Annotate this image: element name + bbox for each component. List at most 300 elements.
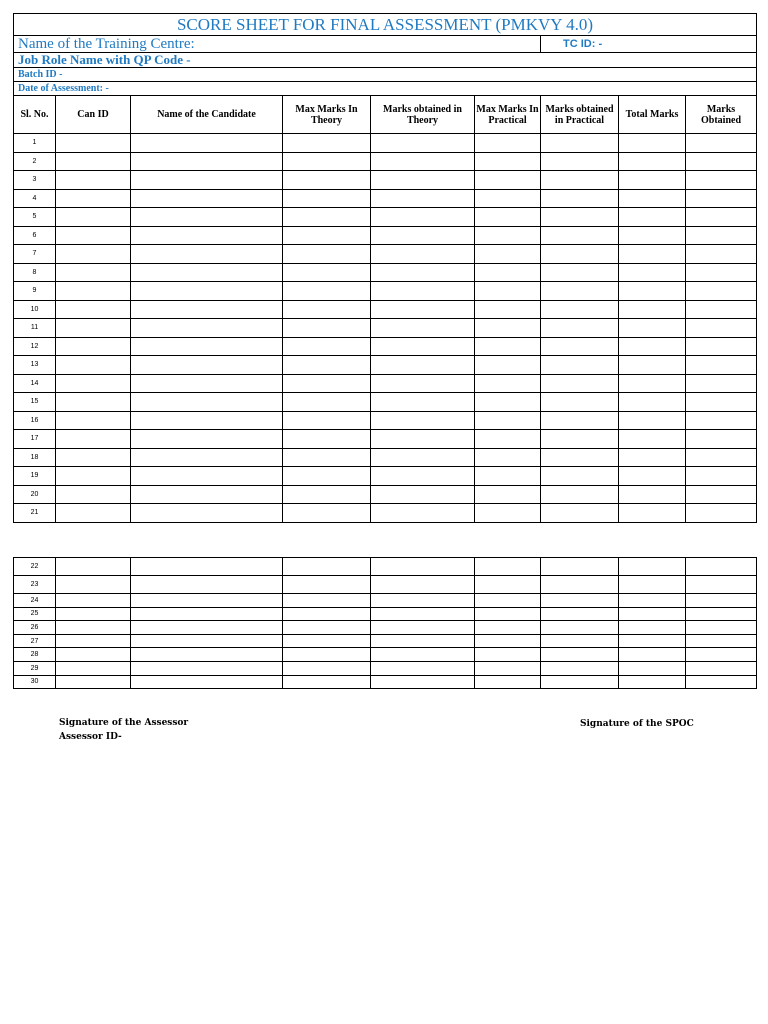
score-table-continued	[13, 557, 757, 689]
total-marks-cell	[619, 467, 686, 486]
candidate-name-cell	[131, 337, 283, 356]
max-practical-cell	[475, 337, 541, 356]
row-serial-number: 17	[14, 430, 56, 449]
marks-obtained-cell	[686, 152, 757, 171]
total-marks-cell	[619, 648, 686, 662]
can-id-cell	[56, 300, 131, 319]
obtained-practical-cell	[541, 263, 619, 282]
marks-obtained-cell	[686, 263, 757, 282]
max-theory-cell	[283, 634, 371, 648]
total-marks-cell	[619, 189, 686, 208]
obtained-theory-cell	[371, 621, 475, 635]
obtained-practical-cell	[541, 648, 619, 662]
row-serial-number: 18	[14, 448, 56, 467]
marks-obtained-cell	[686, 634, 757, 648]
total-marks-cell	[619, 282, 686, 301]
obtained-theory-cell	[371, 558, 475, 576]
obtained-theory-cell	[371, 504, 475, 523]
max-practical-cell	[475, 134, 541, 153]
marks-obtained-cell	[686, 576, 757, 594]
max-theory-cell	[283, 430, 371, 449]
can-id-cell	[56, 648, 131, 662]
marks-obtained-cell	[686, 467, 757, 486]
tc-id-label: TC ID: -	[541, 36, 757, 53]
candidate-name-cell	[131, 393, 283, 412]
can-id-cell	[56, 467, 131, 486]
table-row	[14, 661, 757, 675]
can-id-cell	[56, 594, 131, 608]
marks-obtained-cell	[686, 675, 757, 689]
table-row	[14, 300, 757, 319]
obtained-theory-cell	[371, 430, 475, 449]
max-theory-cell	[283, 558, 371, 576]
max-practical-cell	[475, 634, 541, 648]
table-row	[14, 263, 757, 282]
max-practical-cell	[475, 661, 541, 675]
obtained-theory-cell	[371, 189, 475, 208]
obtained-theory-cell	[371, 282, 475, 301]
obtained-theory-cell	[371, 594, 475, 608]
obtained-practical-cell	[541, 245, 619, 264]
can-id-cell	[56, 675, 131, 689]
obtained-practical-cell	[541, 189, 619, 208]
row-serial-number: 10	[14, 300, 56, 319]
candidate-name-cell	[131, 634, 283, 648]
row-serial-number: 1	[14, 134, 56, 153]
can-id-cell	[56, 607, 131, 621]
row-serial-number: 28	[14, 648, 56, 662]
row-serial-number: 15	[14, 393, 56, 412]
marks-obtained-cell	[686, 319, 757, 338]
max-theory-cell	[283, 675, 371, 689]
marks-obtained-cell	[686, 337, 757, 356]
obtained-practical-cell	[541, 374, 619, 393]
table-row	[14, 189, 757, 208]
obtained-practical-cell	[541, 134, 619, 153]
row-serial-number: 9	[14, 282, 56, 301]
max-practical-cell	[475, 152, 541, 171]
max-practical-cell	[475, 245, 541, 264]
max-theory-cell	[283, 319, 371, 338]
obtained-practical-cell	[541, 558, 619, 576]
max-practical-cell	[475, 485, 541, 504]
obtained-practical-cell	[541, 356, 619, 375]
max-practical-cell	[475, 576, 541, 594]
table-row	[14, 607, 757, 621]
candidate-name-cell	[131, 411, 283, 430]
max-theory-cell	[283, 621, 371, 635]
total-marks-cell	[619, 576, 686, 594]
max-practical-cell	[475, 171, 541, 190]
col-candidate-name: Name of the Candidate	[131, 96, 283, 134]
marks-obtained-cell	[686, 504, 757, 523]
obtained-practical-cell	[541, 594, 619, 608]
max-practical-cell	[475, 356, 541, 375]
total-marks-cell	[619, 634, 686, 648]
candidate-name-cell	[131, 171, 283, 190]
max-theory-cell	[283, 393, 371, 412]
table-row	[14, 245, 757, 264]
total-marks-cell	[619, 208, 686, 227]
max-theory-cell	[283, 576, 371, 594]
candidate-name-cell	[131, 134, 283, 153]
max-theory-cell	[283, 208, 371, 227]
max-practical-cell	[475, 300, 541, 319]
table-row	[14, 504, 757, 523]
obtained-theory-cell	[371, 607, 475, 621]
total-marks-cell	[619, 504, 686, 523]
candidate-name-cell	[131, 607, 283, 621]
obtained-theory-cell	[371, 263, 475, 282]
obtained-theory-cell	[371, 411, 475, 430]
max-theory-cell	[283, 282, 371, 301]
max-practical-cell	[475, 319, 541, 338]
table-row	[14, 430, 757, 449]
table-row	[14, 594, 757, 608]
row-serial-number: 2	[14, 152, 56, 171]
row-serial-number: 25	[14, 607, 56, 621]
max-theory-cell	[283, 226, 371, 245]
marks-obtained-cell	[686, 621, 757, 635]
date-of-assessment-label: Date of Assessment: -	[14, 82, 757, 96]
row-serial-number: 24	[14, 594, 56, 608]
max-theory-cell	[283, 504, 371, 523]
row-serial-number: 19	[14, 467, 56, 486]
max-practical-cell	[475, 411, 541, 430]
obtained-theory-cell	[371, 675, 475, 689]
obtained-theory-cell	[371, 337, 475, 356]
obtained-theory-cell	[371, 393, 475, 412]
max-theory-cell	[283, 171, 371, 190]
can-id-cell	[56, 189, 131, 208]
total-marks-cell	[619, 430, 686, 449]
table-row	[14, 319, 757, 338]
marks-obtained-cell	[686, 226, 757, 245]
marks-obtained-cell	[686, 594, 757, 608]
total-marks-cell	[619, 337, 686, 356]
obtained-practical-cell	[541, 337, 619, 356]
row-serial-number: 26	[14, 621, 56, 635]
max-practical-cell	[475, 621, 541, 635]
row-serial-number: 4	[14, 189, 56, 208]
max-theory-cell	[283, 263, 371, 282]
marks-obtained-cell	[686, 448, 757, 467]
candidate-name-cell	[131, 648, 283, 662]
obtained-practical-cell	[541, 282, 619, 301]
can-id-cell	[56, 337, 131, 356]
row-serial-number: 11	[14, 319, 56, 338]
spoc-signature-label: Signature of the SPOC	[580, 719, 694, 729]
obtained-theory-cell	[371, 245, 475, 264]
table-row	[14, 675, 757, 689]
can-id-cell	[56, 319, 131, 338]
total-marks-cell	[619, 134, 686, 153]
candidate-name-cell	[131, 594, 283, 608]
table-row	[14, 467, 757, 486]
obtained-theory-cell	[371, 134, 475, 153]
col-max-practical: Max Marks In Practical	[475, 96, 541, 134]
marks-obtained-cell	[686, 189, 757, 208]
row-serial-number: 12	[14, 337, 56, 356]
score-sheet-continued	[13, 557, 756, 689]
max-practical-cell	[475, 648, 541, 662]
can-id-cell	[56, 245, 131, 264]
candidate-name-cell	[131, 621, 283, 635]
obtained-practical-cell	[541, 661, 619, 675]
table-row	[14, 356, 757, 375]
obtained-practical-cell	[541, 504, 619, 523]
table-row	[14, 558, 757, 576]
max-practical-cell	[475, 558, 541, 576]
marks-obtained-cell	[686, 648, 757, 662]
max-theory-cell	[283, 411, 371, 430]
max-theory-cell	[283, 594, 371, 608]
marks-obtained-cell	[686, 430, 757, 449]
table-row	[14, 171, 757, 190]
table-row	[14, 634, 757, 648]
max-practical-cell	[475, 467, 541, 486]
candidate-name-cell	[131, 152, 283, 171]
col-total-marks: Total Marks	[619, 96, 686, 134]
table-row	[14, 485, 757, 504]
marks-obtained-cell	[686, 245, 757, 264]
table-row	[14, 448, 757, 467]
total-marks-cell	[619, 300, 686, 319]
row-serial-number: 14	[14, 374, 56, 393]
max-practical-cell	[475, 675, 541, 689]
obtained-theory-cell	[371, 661, 475, 675]
can-id-cell	[56, 430, 131, 449]
obtained-theory-cell	[371, 226, 475, 245]
candidate-name-cell	[131, 189, 283, 208]
row-serial-number: 7	[14, 245, 56, 264]
max-theory-cell	[283, 356, 371, 375]
max-practical-cell	[475, 448, 541, 467]
total-marks-cell	[619, 621, 686, 635]
total-marks-cell	[619, 374, 686, 393]
obtained-practical-cell	[541, 411, 619, 430]
obtained-practical-cell	[541, 319, 619, 338]
row-serial-number: 29	[14, 661, 56, 675]
total-marks-cell	[619, 594, 686, 608]
total-marks-cell	[619, 607, 686, 621]
can-id-cell	[56, 263, 131, 282]
max-theory-cell	[283, 448, 371, 467]
max-theory-cell	[283, 467, 371, 486]
obtained-theory-cell	[371, 448, 475, 467]
max-theory-cell	[283, 189, 371, 208]
max-theory-cell	[283, 485, 371, 504]
obtained-practical-cell	[541, 607, 619, 621]
max-practical-cell	[475, 374, 541, 393]
candidate-name-cell	[131, 300, 283, 319]
max-practical-cell	[475, 263, 541, 282]
can-id-cell	[56, 374, 131, 393]
total-marks-cell	[619, 319, 686, 338]
candidate-name-cell	[131, 485, 283, 504]
table-row	[14, 282, 757, 301]
obtained-practical-cell	[541, 393, 619, 412]
can-id-cell	[56, 661, 131, 675]
can-id-cell	[56, 558, 131, 576]
table-row	[14, 208, 757, 227]
marks-obtained-cell	[686, 374, 757, 393]
obtained-practical-cell	[541, 152, 619, 171]
total-marks-cell	[619, 356, 686, 375]
marks-obtained-cell	[686, 134, 757, 153]
col-obtained-theory: Marks obtained in Theory	[371, 96, 475, 134]
can-id-cell	[56, 208, 131, 227]
can-id-cell	[56, 226, 131, 245]
row-serial-number: 30	[14, 675, 56, 689]
obtained-practical-cell	[541, 171, 619, 190]
total-marks-cell	[619, 661, 686, 675]
table-row	[14, 374, 757, 393]
marks-obtained-cell	[686, 485, 757, 504]
marks-obtained-cell	[686, 356, 757, 375]
marks-obtained-cell	[686, 661, 757, 675]
obtained-theory-cell	[371, 171, 475, 190]
candidate-name-cell	[131, 576, 283, 594]
can-id-cell	[56, 634, 131, 648]
obtained-theory-cell	[371, 485, 475, 504]
marks-obtained-cell	[686, 558, 757, 576]
obtained-practical-cell	[541, 675, 619, 689]
table-row	[14, 393, 757, 412]
obtained-practical-cell	[541, 485, 619, 504]
candidate-name-cell	[131, 319, 283, 338]
obtained-theory-cell	[371, 634, 475, 648]
marks-obtained-cell	[686, 411, 757, 430]
obtained-theory-cell	[371, 319, 475, 338]
max-theory-cell	[283, 245, 371, 264]
max-practical-cell	[475, 208, 541, 227]
col-sl-no: Sl. No.	[14, 96, 56, 134]
score-sheet	[13, 13, 756, 523]
table-header	[14, 96, 757, 134]
candidate-name-cell	[131, 430, 283, 449]
training-centre-label: Name of the Training Centre:	[14, 36, 541, 53]
obtained-theory-cell	[371, 576, 475, 594]
row-serial-number: 16	[14, 411, 56, 430]
can-id-cell	[56, 356, 131, 375]
obtained-practical-cell	[541, 467, 619, 486]
candidate-name-cell	[131, 226, 283, 245]
can-id-cell	[56, 576, 131, 594]
obtained-theory-cell	[371, 152, 475, 171]
obtained-theory-cell	[371, 356, 475, 375]
max-practical-cell	[475, 282, 541, 301]
total-marks-cell	[619, 152, 686, 171]
assessor-signature-label: Signature of the Assessor	[59, 718, 189, 728]
table-row	[14, 411, 757, 430]
total-marks-cell	[619, 171, 686, 190]
candidate-name-cell	[131, 356, 283, 375]
obtained-practical-cell	[541, 208, 619, 227]
total-marks-cell	[619, 245, 686, 264]
candidate-name-cell	[131, 263, 283, 282]
col-marks-obtained: Marks Obtained	[686, 96, 757, 134]
table-row	[14, 621, 757, 635]
marks-obtained-cell	[686, 171, 757, 190]
max-practical-cell	[475, 226, 541, 245]
max-practical-cell	[475, 393, 541, 412]
table-row	[14, 134, 757, 153]
obtained-practical-cell	[541, 621, 619, 635]
total-marks-cell	[619, 675, 686, 689]
marks-obtained-cell	[686, 282, 757, 301]
assessor-signature-block	[59, 716, 188, 744]
max-practical-cell	[475, 594, 541, 608]
candidate-name-cell	[131, 467, 283, 486]
marks-obtained-cell	[686, 208, 757, 227]
candidate-name-cell	[131, 208, 283, 227]
row-serial-number: 21	[14, 504, 56, 523]
assessor-id-label: Assessor ID-	[59, 732, 122, 742]
total-marks-cell	[619, 411, 686, 430]
obtained-practical-cell	[541, 430, 619, 449]
total-marks-cell	[619, 393, 686, 412]
row-serial-number: 6	[14, 226, 56, 245]
table-row	[14, 337, 757, 356]
candidate-name-cell	[131, 448, 283, 467]
max-theory-cell	[283, 374, 371, 393]
can-id-cell	[56, 621, 131, 635]
marks-obtained-cell	[686, 300, 757, 319]
candidate-name-cell	[131, 558, 283, 576]
can-id-cell	[56, 282, 131, 301]
obtained-theory-cell	[371, 208, 475, 227]
max-practical-cell	[475, 607, 541, 621]
row-serial-number: 22	[14, 558, 56, 576]
row-serial-number: 20	[14, 485, 56, 504]
can-id-cell	[56, 448, 131, 467]
max-theory-cell	[283, 337, 371, 356]
candidate-name-cell	[131, 245, 283, 264]
total-marks-cell	[619, 263, 686, 282]
candidate-name-cell	[131, 504, 283, 523]
obtained-theory-cell	[371, 300, 475, 319]
col-can-id: Can ID	[56, 96, 131, 134]
row-serial-number: 3	[14, 171, 56, 190]
max-theory-cell	[283, 661, 371, 675]
total-marks-cell	[619, 485, 686, 504]
can-id-cell	[56, 134, 131, 153]
job-role-label: Job Role Name with QP Code -	[14, 53, 757, 68]
row-serial-number: 23	[14, 576, 56, 594]
table-row	[14, 576, 757, 594]
max-theory-cell	[283, 648, 371, 662]
table-row	[14, 226, 757, 245]
row-serial-number: 5	[14, 208, 56, 227]
row-serial-number: 27	[14, 634, 56, 648]
table-row	[14, 648, 757, 662]
obtained-practical-cell	[541, 576, 619, 594]
can-id-cell	[56, 504, 131, 523]
total-marks-cell	[619, 226, 686, 245]
col-obtained-practical: Marks obtained in Practical	[541, 96, 619, 134]
max-practical-cell	[475, 504, 541, 523]
marks-obtained-cell	[686, 607, 757, 621]
obtained-practical-cell	[541, 226, 619, 245]
obtained-theory-cell	[371, 648, 475, 662]
can-id-cell	[56, 411, 131, 430]
max-theory-cell	[283, 134, 371, 153]
obtained-practical-cell	[541, 448, 619, 467]
marks-obtained-cell	[686, 393, 757, 412]
batch-id-label: Batch ID -	[14, 68, 757, 82]
score-table	[13, 13, 757, 523]
